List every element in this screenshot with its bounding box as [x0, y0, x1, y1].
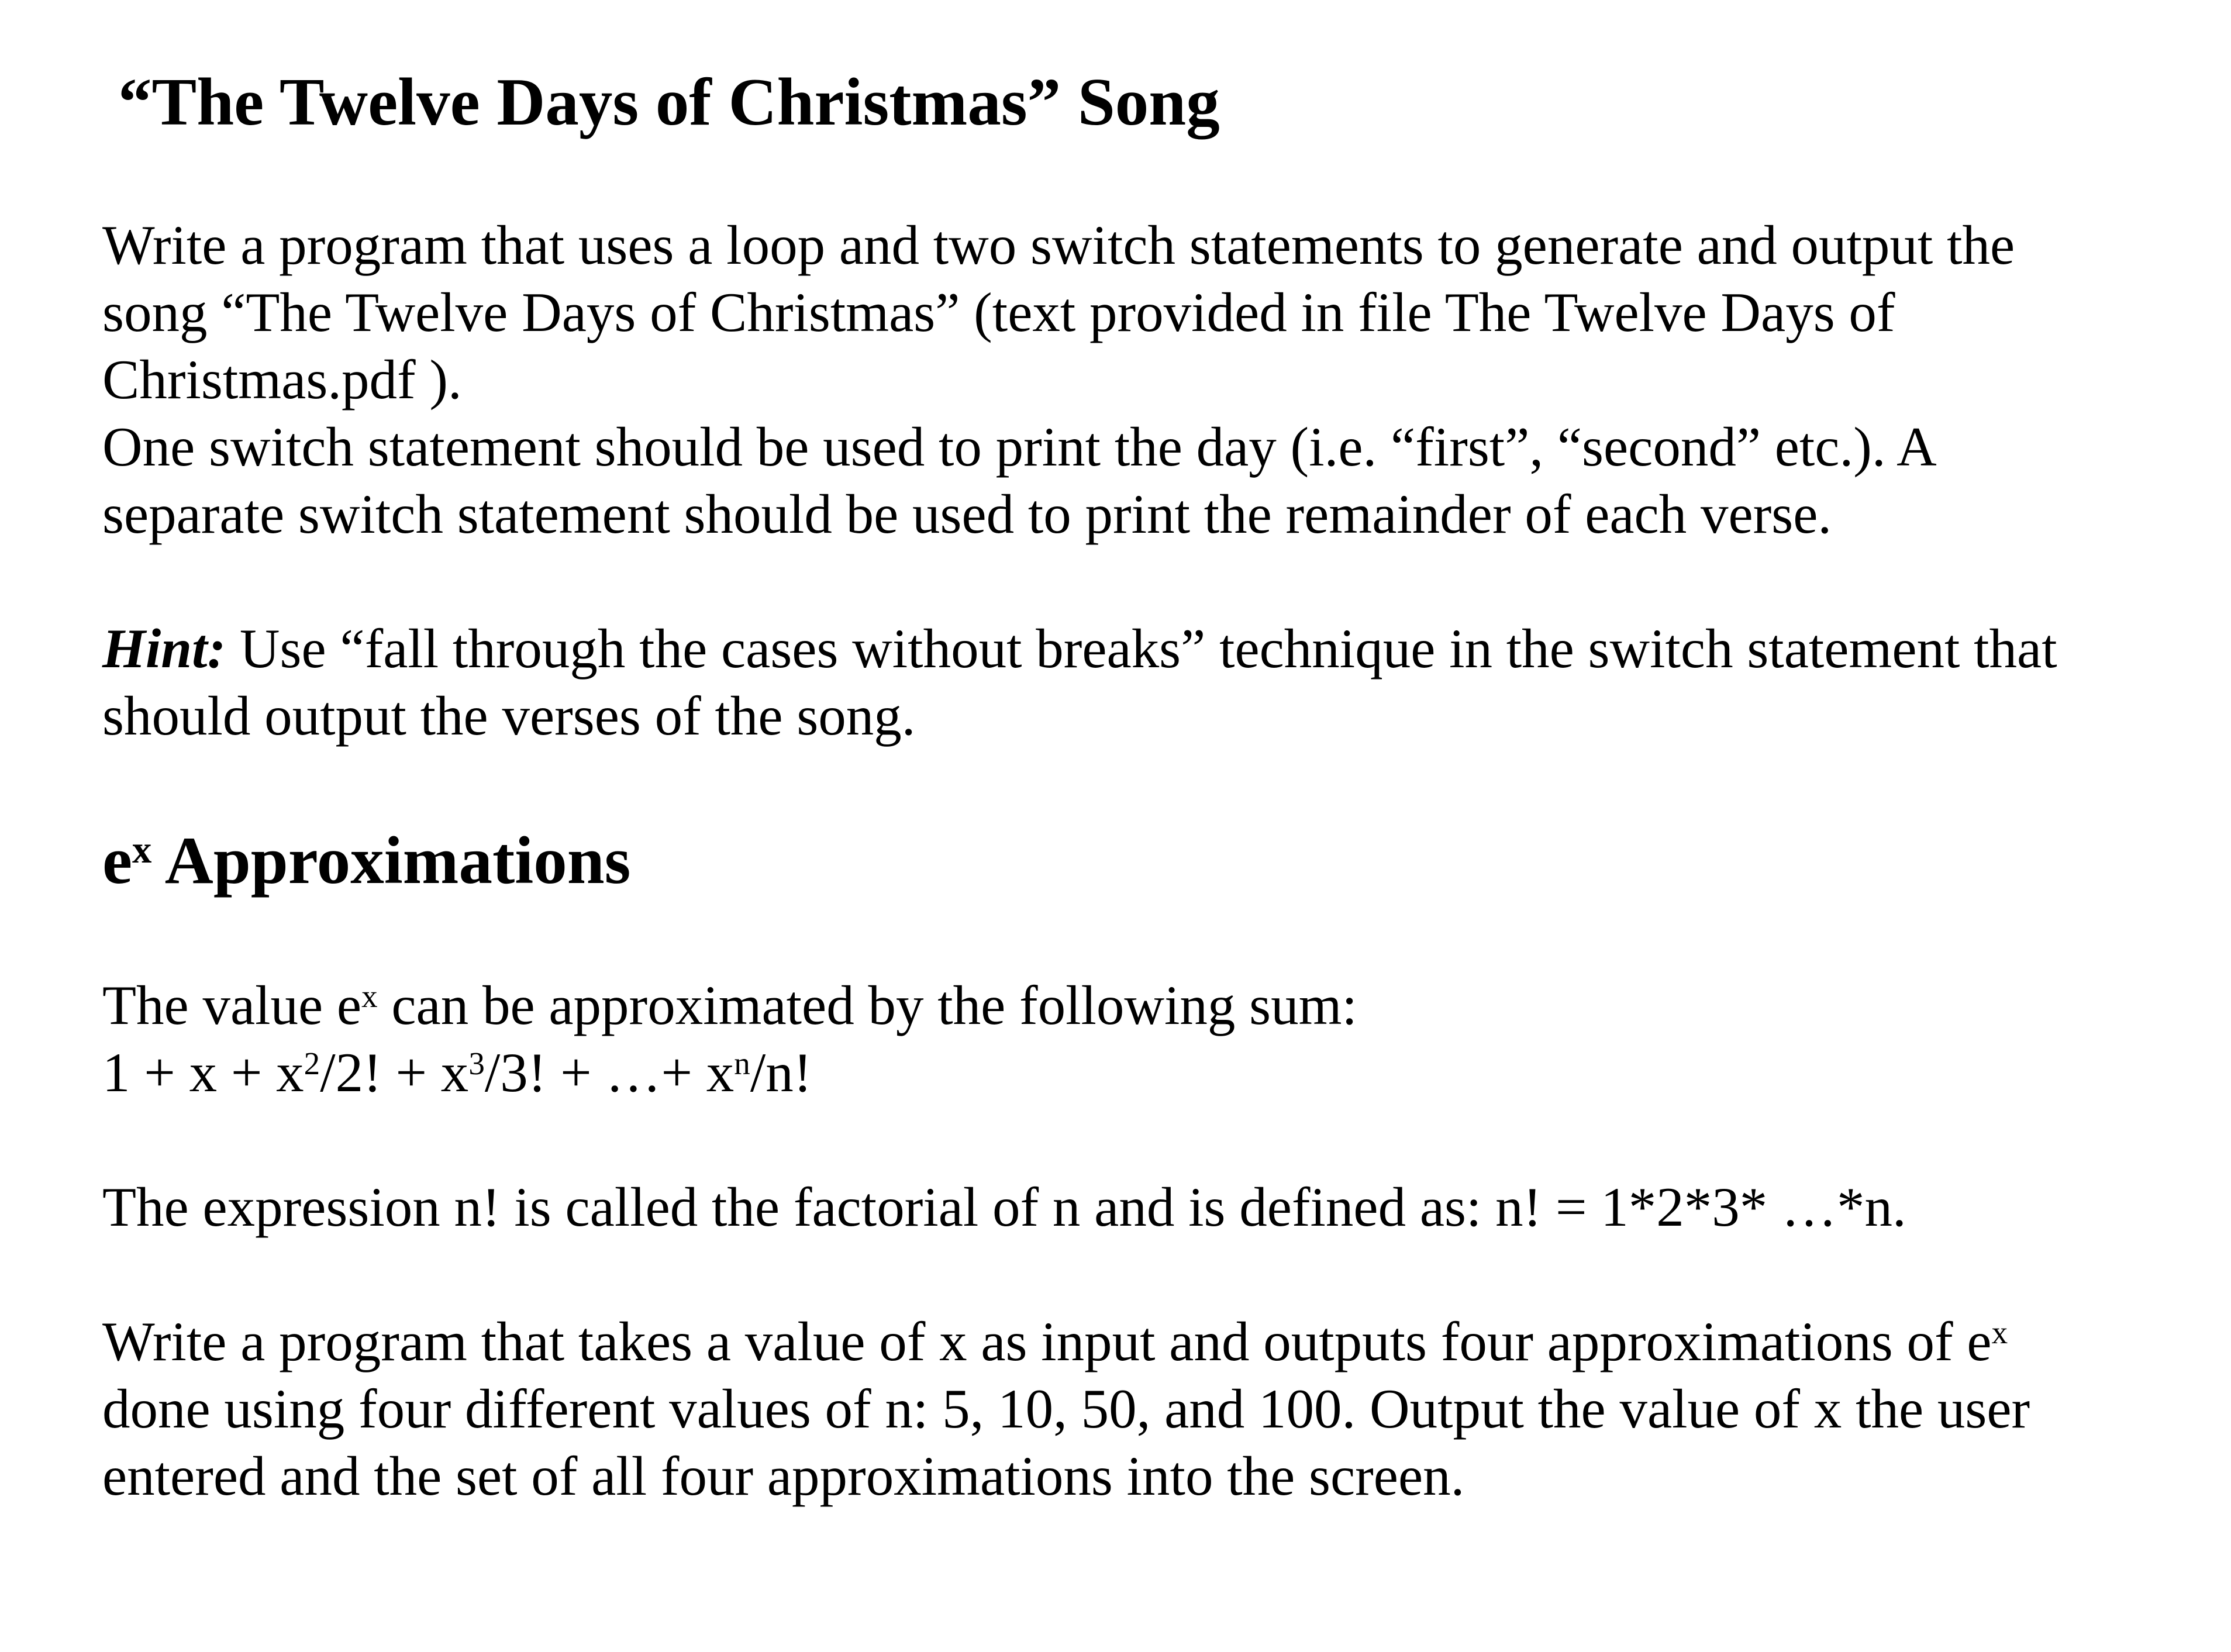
text-line: [102, 1443, 2231, 1510]
formula-line: [102, 1039, 2231, 1106]
page-title-text: “The Twelve Days of Christmas” Song: [118, 65, 1220, 139]
text-line: [102, 682, 2231, 750]
text-segment: done using four different values of n: 5, 10, 50, and 100. Output the value of x the user: [102, 1378, 2030, 1440]
superscript-n: n: [734, 1046, 750, 1082]
text-segment: The value e: [102, 974, 362, 1036]
text-line: [102, 212, 2231, 279]
formula-segment: /n!: [750, 1041, 812, 1103]
hint-paragraph: [102, 615, 2231, 750]
text-segment: can be approximated by the following sum:: [377, 974, 1357, 1036]
text-segment: separate switch statement should be used to print the remainder of each verse.: [102, 483, 1832, 545]
superscript-2: 2: [304, 1046, 320, 1082]
text-segment: song “The Twelve Days of Christmas” (text provided in file The Twelve Days of: [102, 281, 1895, 343]
text-segment: One switch statement should be used to print the day (i.e. “first”, “second” etc.). A: [102, 416, 1937, 478]
text-line: [102, 1308, 2231, 1375]
text-line: [102, 413, 2231, 481]
heading-superscript: x: [132, 829, 152, 872]
text-segment: Write a program that uses a loop and two switch statements to generate and output the: [102, 214, 2015, 276]
superscript-3: 3: [468, 1046, 485, 1082]
text-segment: Christmas.pdf ).: [102, 349, 462, 411]
text-line: [102, 279, 2231, 346]
heading-base-text: e: [102, 823, 133, 898]
hint-label: Hint:: [102, 618, 226, 680]
text-segment: The expression n! is called the factorial of n and is defined as: n! = 1*2*3* …*n.: [102, 1176, 1906, 1238]
text-segment: should output the verses of the song.: [102, 685, 916, 747]
formula-segment: 1 + x + x: [102, 1041, 304, 1103]
heading-rest-text: Approximations: [151, 823, 631, 898]
text-line: [102, 972, 2231, 1039]
factorial-paragraph: [102, 1174, 2231, 1241]
formula-segment: /2! + x: [320, 1041, 469, 1103]
text-line: [102, 1375, 2231, 1443]
text-line: [102, 1174, 2231, 1241]
approximation-paragraph: [102, 972, 2231, 1106]
formula-segment: /3! + …+ x: [484, 1041, 735, 1103]
page-title: [102, 58, 2231, 146]
intro-paragraph: [102, 212, 2231, 548]
text-line: [102, 615, 2231, 682]
superscript-x: x: [361, 978, 378, 1015]
text-segment: entered and the set of all four approximations into the screen.: [102, 1445, 1465, 1507]
superscript-x: x: [1991, 1315, 2008, 1351]
text-segment: Write a program that takes a value of x as input and outputs four approximations of e: [102, 1310, 1992, 1372]
section-heading: [102, 817, 2231, 905]
text-segment: Use “fall through the cases without breaks” technique in the switch statement that: [226, 618, 2057, 680]
text-line: [102, 346, 2231, 413]
task-paragraph: [102, 1308, 2231, 1510]
text-line: [102, 481, 2231, 548]
